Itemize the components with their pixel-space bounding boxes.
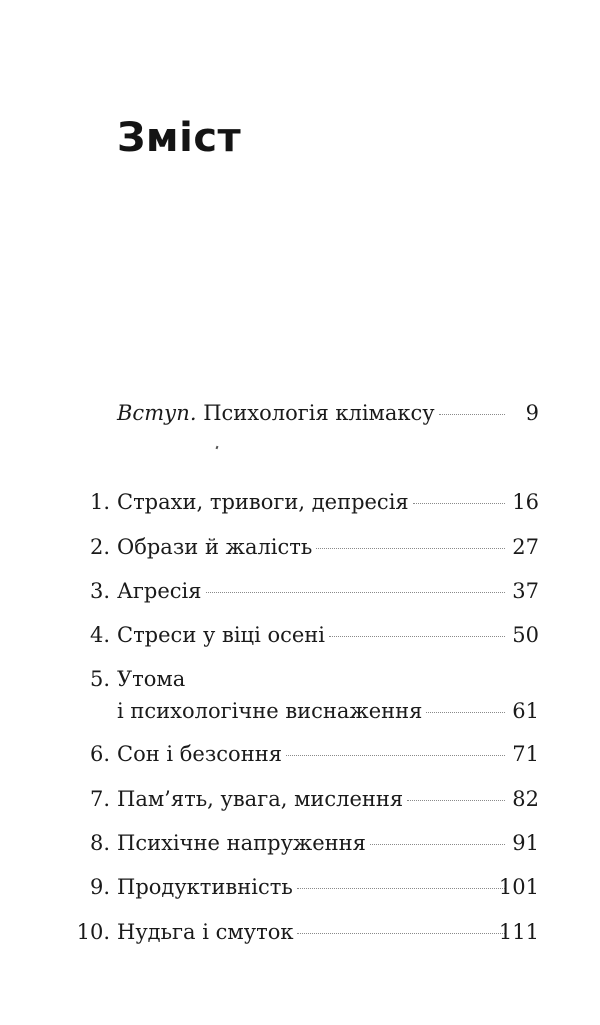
toc-page-number: 71 xyxy=(512,742,539,766)
toc-entry-label xyxy=(117,828,505,858)
intro-title: Психологія клімаксу xyxy=(203,401,435,425)
toc-page-number: 91 xyxy=(512,831,539,855)
toc-entry-5-line2[interactable] xyxy=(0,696,600,726)
toc-chapter-number: 3. xyxy=(89,579,110,603)
toc-page-number: 82 xyxy=(512,787,539,811)
toc-entry-label xyxy=(117,739,505,769)
toc-chapter-number: 8. xyxy=(89,831,110,855)
dot-leader xyxy=(297,933,505,934)
toc-chapter-title: Продуктивність xyxy=(117,872,297,902)
toc-entry-1[interactable] xyxy=(0,487,600,517)
dot-leader xyxy=(413,503,505,504)
toc-entry-9[interactable] xyxy=(0,872,600,902)
toc-page-number: 37 xyxy=(512,579,539,603)
toc-chapter-title: Нудьга і смуток xyxy=(117,917,297,947)
toc-page-number: 9 xyxy=(525,401,539,425)
toc-entry-4[interactable] xyxy=(0,620,600,650)
intro-lead: Вступ. xyxy=(117,401,197,425)
dot-leader xyxy=(206,592,505,593)
toc-chapter-number: 7. xyxy=(89,787,110,811)
toc-chapter-number: 10. xyxy=(76,920,110,944)
toc-page-number: 27 xyxy=(512,535,539,559)
toc-chapter-number: 2. xyxy=(89,535,110,559)
toc-chapter-title: Психічне напруження xyxy=(117,828,370,858)
toc-entry-intro[interactable] xyxy=(0,398,600,428)
toc-entry-label xyxy=(117,620,505,650)
toc-chapter-number: 9. xyxy=(89,875,110,899)
toc-entry-7[interactable] xyxy=(0,784,600,814)
toc-chapter-title-line1: Утома xyxy=(117,667,186,691)
toc-entry-label xyxy=(117,532,505,562)
toc-chapter-number: 6. xyxy=(89,742,110,766)
toc-entry-5-line1[interactable] xyxy=(0,664,600,694)
toc-entry-label xyxy=(117,576,505,606)
dot-leader xyxy=(407,800,505,801)
toc-entry-label xyxy=(117,696,505,726)
toc-page-number: 101 xyxy=(498,875,539,899)
toc-entry-label xyxy=(117,487,505,517)
dot-leader xyxy=(316,548,505,549)
toc-entry-2[interactable] xyxy=(0,532,600,562)
toc-page-number: 50 xyxy=(512,623,539,647)
toc-entry-label xyxy=(117,872,505,902)
toc-entry-3[interactable] xyxy=(0,576,600,606)
toc-chapter-number: 5. xyxy=(89,667,110,691)
toc-chapter-title: Сон і безсоння xyxy=(117,739,286,769)
toc-entry-label xyxy=(117,917,505,947)
toc-chapter-title: Пам’ять, увага, мислення xyxy=(117,784,407,814)
toc-chapter-number: 1. xyxy=(89,490,110,514)
dot-leader xyxy=(297,888,505,889)
toc-chapter-title: Агресія xyxy=(117,576,206,606)
toc-page-number: 61 xyxy=(512,699,539,723)
toc-chapter-title: Стреси у віці осені xyxy=(117,620,329,650)
dot-leader xyxy=(439,414,505,415)
dot-leader xyxy=(426,712,505,713)
toc-entry-label xyxy=(117,398,505,428)
toc-entry-6[interactable] xyxy=(0,739,600,769)
dot-leader xyxy=(370,844,505,845)
dot-leader xyxy=(286,755,505,756)
toc-page-number: 111 xyxy=(498,920,539,944)
toc-chapter-title: Образи й жалість xyxy=(117,532,316,562)
print-speck xyxy=(216,446,219,450)
dot-leader xyxy=(329,636,505,637)
toc-page-number: 16 xyxy=(512,490,539,514)
toc-chapter-title-line2: і психологічне виснаження xyxy=(117,696,426,726)
toc-entry-label xyxy=(117,784,505,814)
page-title: Зміст xyxy=(117,115,242,161)
toc-chapter-title: Страхи, тривоги, депресія xyxy=(117,487,413,517)
toc-entry-10[interactable] xyxy=(0,917,600,947)
toc-chapter-number: 4. xyxy=(89,623,110,647)
toc-entry-8[interactable] xyxy=(0,828,600,858)
